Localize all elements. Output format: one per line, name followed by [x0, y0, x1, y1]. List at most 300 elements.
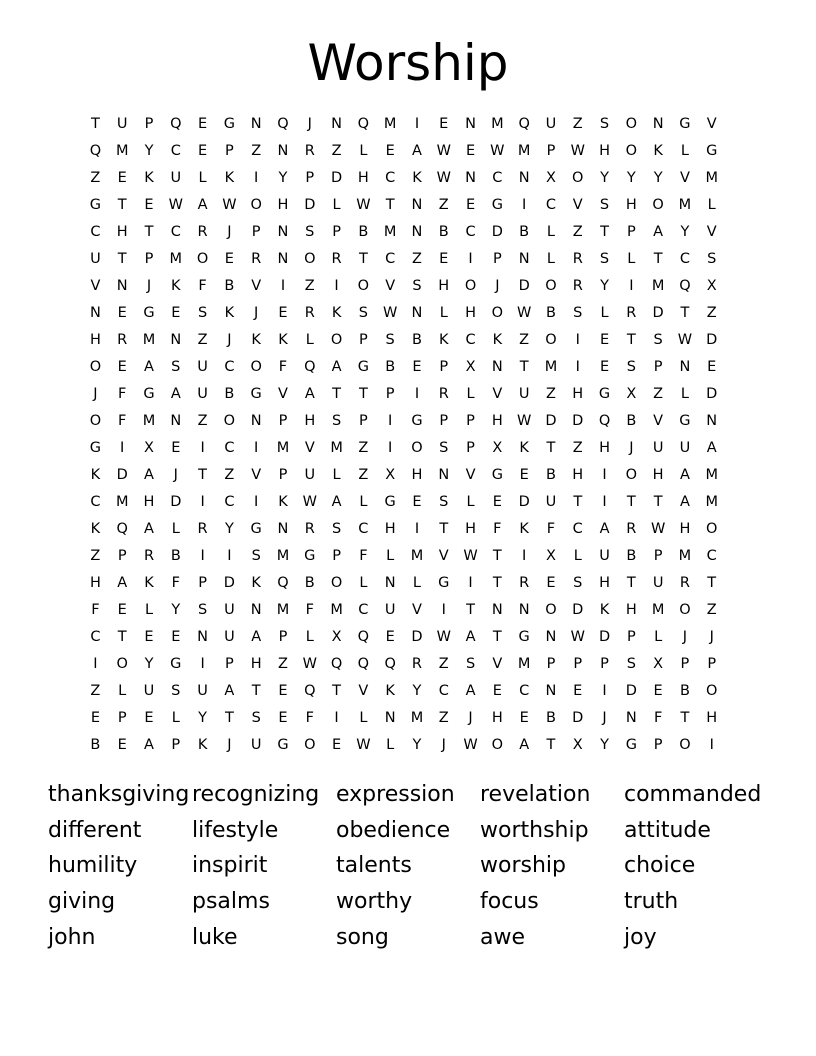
grid-letter: O: [330, 575, 343, 591]
grid-letter: V: [251, 278, 262, 294]
grid-letter: M: [383, 224, 397, 240]
grid-letter: C: [385, 170, 396, 186]
grid-letter: Z: [438, 656, 449, 672]
grid-letter: Q: [304, 359, 316, 375]
grid-letter: W: [570, 143, 585, 159]
grid-letter: V: [278, 386, 288, 402]
grid-letter: H: [384, 521, 396, 537]
grid-letter: N: [465, 170, 476, 186]
grid-letter: U: [384, 602, 396, 618]
word-list-item: lifestyle: [192, 817, 279, 843]
grid-letter: X: [545, 548, 556, 564]
grid-letter: X: [653, 656, 664, 672]
grid-letter: T: [680, 710, 690, 726]
grid-letter: J: [227, 332, 232, 348]
grid-letter: I: [280, 278, 286, 294]
grid-letter: T: [224, 710, 234, 726]
grid-letter: W: [516, 305, 532, 321]
grid-letter: I: [709, 737, 714, 753]
grid-letter: F: [198, 278, 207, 294]
grid-letter: N: [518, 170, 530, 186]
grid-letter: R: [304, 143, 315, 159]
grid-letter: R: [626, 521, 637, 537]
grid-letter: Q: [330, 656, 343, 672]
grid-letter: I: [602, 467, 607, 483]
grid-letter: T: [332, 386, 341, 402]
grid-letter: T: [546, 440, 556, 456]
grid-letter: H: [599, 575, 610, 591]
grid-letter: U: [224, 629, 235, 645]
grid-letter: M: [705, 467, 718, 483]
grid-letter: I: [522, 548, 527, 564]
grid-letter: L: [332, 467, 341, 483]
grid-letter: A: [679, 494, 690, 510]
grid-letter: O: [545, 602, 557, 618]
grid-letter: K: [331, 305, 342, 321]
grid-letter: N: [625, 710, 637, 726]
grid-letter: C: [465, 224, 476, 240]
grid-letter: G: [625, 737, 637, 753]
grid-letter: U: [197, 683, 208, 699]
grid-letter: T: [332, 683, 341, 699]
grid-letter: S: [653, 332, 663, 348]
grid-letter: W: [463, 548, 478, 564]
grid-letter: E: [707, 359, 717, 375]
grid-letter: M: [491, 116, 504, 132]
grid-letter: W: [222, 197, 237, 213]
grid-letter: T: [707, 575, 717, 591]
grid-letter: B: [545, 467, 556, 483]
grid-letter: A: [224, 683, 235, 699]
grid-letter: K: [251, 575, 261, 591]
grid-letter: O: [89, 359, 102, 375]
word-list-item: different: [48, 817, 142, 843]
grid-letter: C: [90, 224, 101, 240]
grid-letter: S: [251, 710, 261, 726]
grid-letter: E: [331, 737, 342, 753]
grid-letter: D: [518, 494, 530, 510]
grid-letter: L: [600, 305, 609, 321]
grid-letter: E: [412, 359, 422, 375]
grid-letter: N: [679, 359, 691, 375]
grid-letter: O: [706, 521, 718, 537]
grid-letter: W: [382, 305, 398, 321]
grid-letter: U: [224, 602, 235, 618]
grid-letter: W: [570, 629, 585, 645]
grid-letter: Y: [680, 224, 690, 240]
word-list-item: luke: [192, 924, 238, 950]
grid-letter: G: [491, 467, 503, 483]
grid-letter: G: [598, 386, 611, 402]
grid-letter: Y: [144, 656, 154, 672]
grid-letter: C: [706, 548, 717, 564]
grid-letter: D: [518, 278, 530, 294]
grid-letter: W: [436, 629, 451, 645]
grid-letter: O: [491, 737, 504, 753]
grid-letter: W: [463, 737, 478, 753]
word-list-item: focus: [480, 889, 539, 915]
grid-letter: K: [519, 521, 529, 537]
grid-letter: Z: [90, 548, 101, 564]
grid-letter: L: [144, 602, 154, 618]
grid-letter: C: [224, 494, 235, 510]
grid-letter: U: [545, 116, 557, 132]
grid-letter: U: [143, 683, 155, 699]
word-list-item: recognizing: [192, 782, 320, 807]
grid-letter: R: [438, 386, 449, 402]
grid-letter: L: [680, 143, 689, 159]
grid-letter: F: [91, 602, 100, 618]
grid-letter: E: [117, 602, 127, 618]
grid-letter: J: [441, 737, 446, 753]
grid-letter: I: [254, 440, 259, 456]
grid-letter: P: [251, 224, 261, 240]
grid-letter: H: [491, 710, 503, 726]
grid-letter: G: [89, 197, 102, 213]
grid-letter: L: [627, 251, 636, 267]
grid-letter: O: [411, 440, 423, 456]
grid-letter: R: [572, 251, 583, 267]
grid-letter: S: [197, 305, 208, 321]
grid-letter: W: [516, 413, 532, 429]
grid-letter: N: [250, 116, 262, 132]
grid-letter: M: [115, 143, 129, 159]
grid-letter: W: [650, 521, 666, 537]
grid-letter: Y: [626, 170, 636, 186]
grid-letter: X: [626, 386, 637, 402]
grid-letter: P: [278, 413, 288, 429]
grid-letter: M: [276, 548, 290, 564]
grid-letter: E: [117, 359, 127, 375]
grid-letter: P: [626, 629, 636, 645]
grid-letter: G: [357, 359, 369, 375]
grid-letter: L: [359, 575, 368, 591]
word-list-item: inspirit: [192, 853, 268, 879]
grid-letter: S: [707, 251, 717, 267]
grid-letter: Q: [89, 143, 102, 159]
grid-letter: J: [602, 710, 607, 726]
grid-letter: P: [600, 656, 609, 672]
grid-letter: M: [517, 656, 531, 672]
grid-letter: K: [90, 467, 101, 483]
grid-letter: H: [465, 521, 476, 537]
grid-letter: P: [278, 467, 288, 483]
grid-letter: V: [572, 197, 583, 213]
grid-letter: Q: [170, 116, 182, 132]
grid-letter: S: [331, 413, 342, 429]
grid-letter: T: [251, 683, 261, 699]
grid-letter: H: [465, 305, 476, 321]
grid-letter: P: [144, 116, 154, 132]
grid-letter: Z: [572, 224, 583, 240]
grid-letter: X: [385, 467, 396, 483]
page-title: Worship: [307, 34, 509, 92]
grid-letter: C: [358, 602, 369, 618]
grid-letter: O: [304, 737, 316, 753]
grid-letter: O: [330, 332, 343, 348]
grid-letter: P: [439, 359, 449, 375]
grid-letter: N: [197, 629, 209, 645]
grid-letter: E: [117, 170, 127, 186]
grid-letter: O: [625, 467, 638, 483]
grid-letter: I: [200, 656, 205, 672]
grid-letter: E: [599, 359, 610, 375]
grid-letter: V: [304, 440, 315, 456]
grid-letter: R: [117, 332, 128, 348]
grid-letter: M: [517, 143, 531, 159]
grid-letter: B: [170, 548, 181, 564]
grid-letter: P: [305, 170, 315, 186]
grid-letter: O: [357, 278, 370, 294]
grid-letter: C: [90, 494, 101, 510]
grid-letter: O: [679, 602, 691, 618]
word-list-item: revelation: [480, 782, 591, 807]
grid-letter: L: [171, 710, 180, 726]
grid-letter: M: [330, 440, 343, 456]
grid-letter: E: [278, 305, 288, 321]
grid-letter: S: [171, 359, 181, 375]
word-list-item: worship: [480, 853, 566, 879]
grid-letter: L: [359, 143, 368, 159]
grid-letter: C: [170, 224, 181, 240]
grid-letter: E: [439, 116, 449, 132]
grid-letter: P: [546, 656, 556, 672]
grid-letter: B: [679, 683, 690, 699]
grid-letter: I: [227, 548, 232, 564]
grid-letter: Y: [278, 170, 288, 186]
grid-letter: M: [115, 494, 129, 510]
grid-letter: P: [117, 548, 127, 564]
grid-letter: G: [679, 413, 691, 429]
grid-letter: Z: [304, 278, 315, 294]
grid-letter: L: [305, 629, 314, 645]
grid-letter: J: [307, 116, 312, 132]
grid-letter: K: [412, 170, 422, 186]
grid-letter: T: [144, 224, 154, 240]
grid-letter: N: [411, 197, 423, 213]
grid-letter: E: [465, 197, 476, 213]
grid-letter: Y: [600, 278, 609, 294]
grid-letter: U: [170, 170, 182, 186]
grid-letter: A: [144, 467, 154, 483]
grid-letter: A: [117, 575, 128, 591]
grid-letter: C: [438, 683, 449, 699]
grid-letter: N: [411, 224, 423, 240]
grid-letter: U: [652, 575, 664, 591]
grid-letter: K: [90, 521, 101, 537]
grid-letter: F: [546, 521, 556, 537]
grid-letter: T: [626, 494, 636, 510]
grid-letter: O: [545, 278, 557, 294]
grid-letter: C: [679, 251, 690, 267]
word-list-item: obedience: [336, 817, 451, 843]
grid-letter: Q: [679, 278, 691, 294]
grid-letter: F: [305, 710, 314, 726]
grid-letter: U: [599, 548, 610, 564]
grid-letter: K: [385, 683, 395, 699]
grid-letter: M: [678, 197, 692, 213]
grid-letter: L: [439, 305, 448, 321]
grid-letter: B: [519, 224, 530, 240]
word-list-item: giving: [48, 889, 116, 915]
grid-letter: T: [117, 629, 127, 645]
grid-letter: C: [572, 521, 583, 537]
grid-letter: X: [331, 629, 342, 645]
grid-letter: L: [466, 494, 475, 510]
grid-letter: Z: [251, 143, 262, 159]
grid-letter: P: [653, 737, 663, 753]
grid-letter: T: [626, 575, 636, 591]
grid-letter: D: [652, 305, 664, 321]
grid-letter: K: [492, 332, 503, 348]
grid-letter: H: [116, 224, 128, 240]
grid-letter: T: [385, 197, 395, 213]
grid-letter: T: [492, 575, 502, 591]
grid-letter: A: [465, 683, 476, 699]
grid-letter: S: [331, 521, 342, 537]
grid-letter: U: [116, 116, 128, 132]
grid-letter: E: [278, 683, 288, 699]
grid-letter: R: [304, 521, 315, 537]
grid-letter: W: [356, 737, 371, 753]
grid-letter: I: [200, 494, 205, 510]
grid-letter: E: [492, 683, 502, 699]
grid-letter: N: [384, 575, 396, 591]
grid-letter: I: [200, 548, 205, 564]
grid-letter: E: [144, 710, 154, 726]
grid-letter: W: [302, 656, 317, 672]
grid-letter: S: [626, 359, 636, 375]
grid-letter: R: [411, 656, 422, 672]
grid-letter: P: [466, 413, 475, 429]
grid-letter: T: [626, 332, 636, 348]
grid-letter: O: [491, 305, 504, 321]
grid-letter: G: [223, 116, 235, 132]
grid-letter: P: [144, 251, 154, 267]
grid-letter: W: [356, 197, 371, 213]
grid-letter: P: [198, 575, 207, 591]
grid-letter: H: [411, 467, 423, 483]
grid-letter: V: [653, 413, 664, 429]
grid-letter: N: [384, 710, 396, 726]
grid-letter: Z: [438, 197, 449, 213]
grid-letter: N: [518, 602, 530, 618]
grid-letter: H: [89, 332, 101, 348]
grid-letter: P: [466, 440, 475, 456]
grid-letter: E: [171, 305, 181, 321]
grid-letter: A: [331, 359, 342, 375]
grid-letter: E: [171, 440, 181, 456]
grid-letter: O: [89, 413, 102, 429]
grid-letter: U: [304, 467, 316, 483]
grid-letter: X: [545, 170, 556, 186]
grid-letter: M: [169, 251, 183, 267]
grid-letter: P: [573, 656, 583, 672]
grid-letter: I: [629, 278, 634, 294]
grid-letter: I: [254, 494, 259, 510]
grid-letter: N: [545, 629, 557, 645]
grid-letter: E: [224, 251, 234, 267]
grid-letter: T: [492, 548, 502, 564]
grid-letter: D: [625, 683, 637, 699]
grid-letter: A: [465, 629, 476, 645]
grid-letter: G: [411, 413, 423, 429]
grid-letter: I: [120, 440, 125, 456]
grid-letter: Q: [277, 116, 289, 132]
grid-letter: H: [679, 521, 691, 537]
grid-letter: Z: [411, 251, 422, 267]
grid-letter: Z: [331, 143, 342, 159]
grid-letter: S: [171, 683, 181, 699]
grid-letter: E: [385, 629, 395, 645]
grid-letter: V: [358, 683, 369, 699]
grid-letter: D: [170, 494, 182, 510]
grid-letter: V: [492, 386, 503, 402]
grid-letter: R: [626, 305, 637, 321]
grid-letter: F: [118, 386, 127, 402]
grid-letter: H: [625, 197, 637, 213]
grid-letter: I: [93, 656, 98, 672]
grid-letter: T: [546, 737, 556, 753]
grid-letter: L: [359, 494, 368, 510]
grid-letter: L: [118, 683, 127, 699]
grid-letter: D: [545, 413, 557, 429]
grid-letter: N: [518, 251, 530, 267]
grid-letter: E: [492, 494, 502, 510]
grid-letter: F: [653, 710, 663, 726]
word-list-item: psalms: [192, 889, 270, 915]
grid-letter: Z: [572, 116, 583, 132]
grid-letter: L: [386, 548, 395, 564]
grid-letter: W: [436, 143, 451, 159]
grid-letter: R: [304, 305, 315, 321]
grid-letter: E: [117, 737, 127, 753]
grid-letter: T: [439, 521, 449, 537]
grid-letter: Z: [358, 440, 369, 456]
grid-letter: L: [654, 629, 663, 645]
grid-letter: P: [707, 656, 717, 672]
word-list: [48, 777, 768, 955]
grid-letter: X: [492, 440, 503, 456]
grid-letter: M: [410, 710, 424, 726]
grid-letter: J: [682, 629, 688, 645]
grid-letter: P: [680, 656, 690, 672]
grid-letter: Z: [224, 467, 235, 483]
grid-letter: H: [89, 575, 101, 591]
word-list-item: truth: [624, 889, 679, 915]
grid-letter: Q: [304, 683, 316, 699]
grid-letter: C: [492, 170, 503, 186]
grid-letter: B: [224, 278, 235, 294]
grid-letter: B: [626, 548, 637, 564]
grid-letter: P: [332, 224, 341, 240]
grid-letter: O: [250, 197, 262, 213]
grid-letter: S: [439, 440, 449, 456]
grid-letter: C: [224, 359, 235, 375]
grid-letter: I: [468, 575, 473, 591]
grid-letter: R: [251, 251, 262, 267]
grid-letter: G: [250, 521, 262, 537]
grid-letter: D: [223, 575, 235, 591]
grid-letter: G: [143, 386, 155, 402]
grid-letter: O: [250, 359, 262, 375]
grid-letter: M: [705, 170, 718, 186]
grid-letter: T: [117, 197, 127, 213]
word-list-item: song: [336, 924, 389, 950]
grid-letter: V: [90, 278, 101, 294]
grid-letter: V: [679, 170, 690, 186]
grid-letter: W: [677, 332, 693, 348]
